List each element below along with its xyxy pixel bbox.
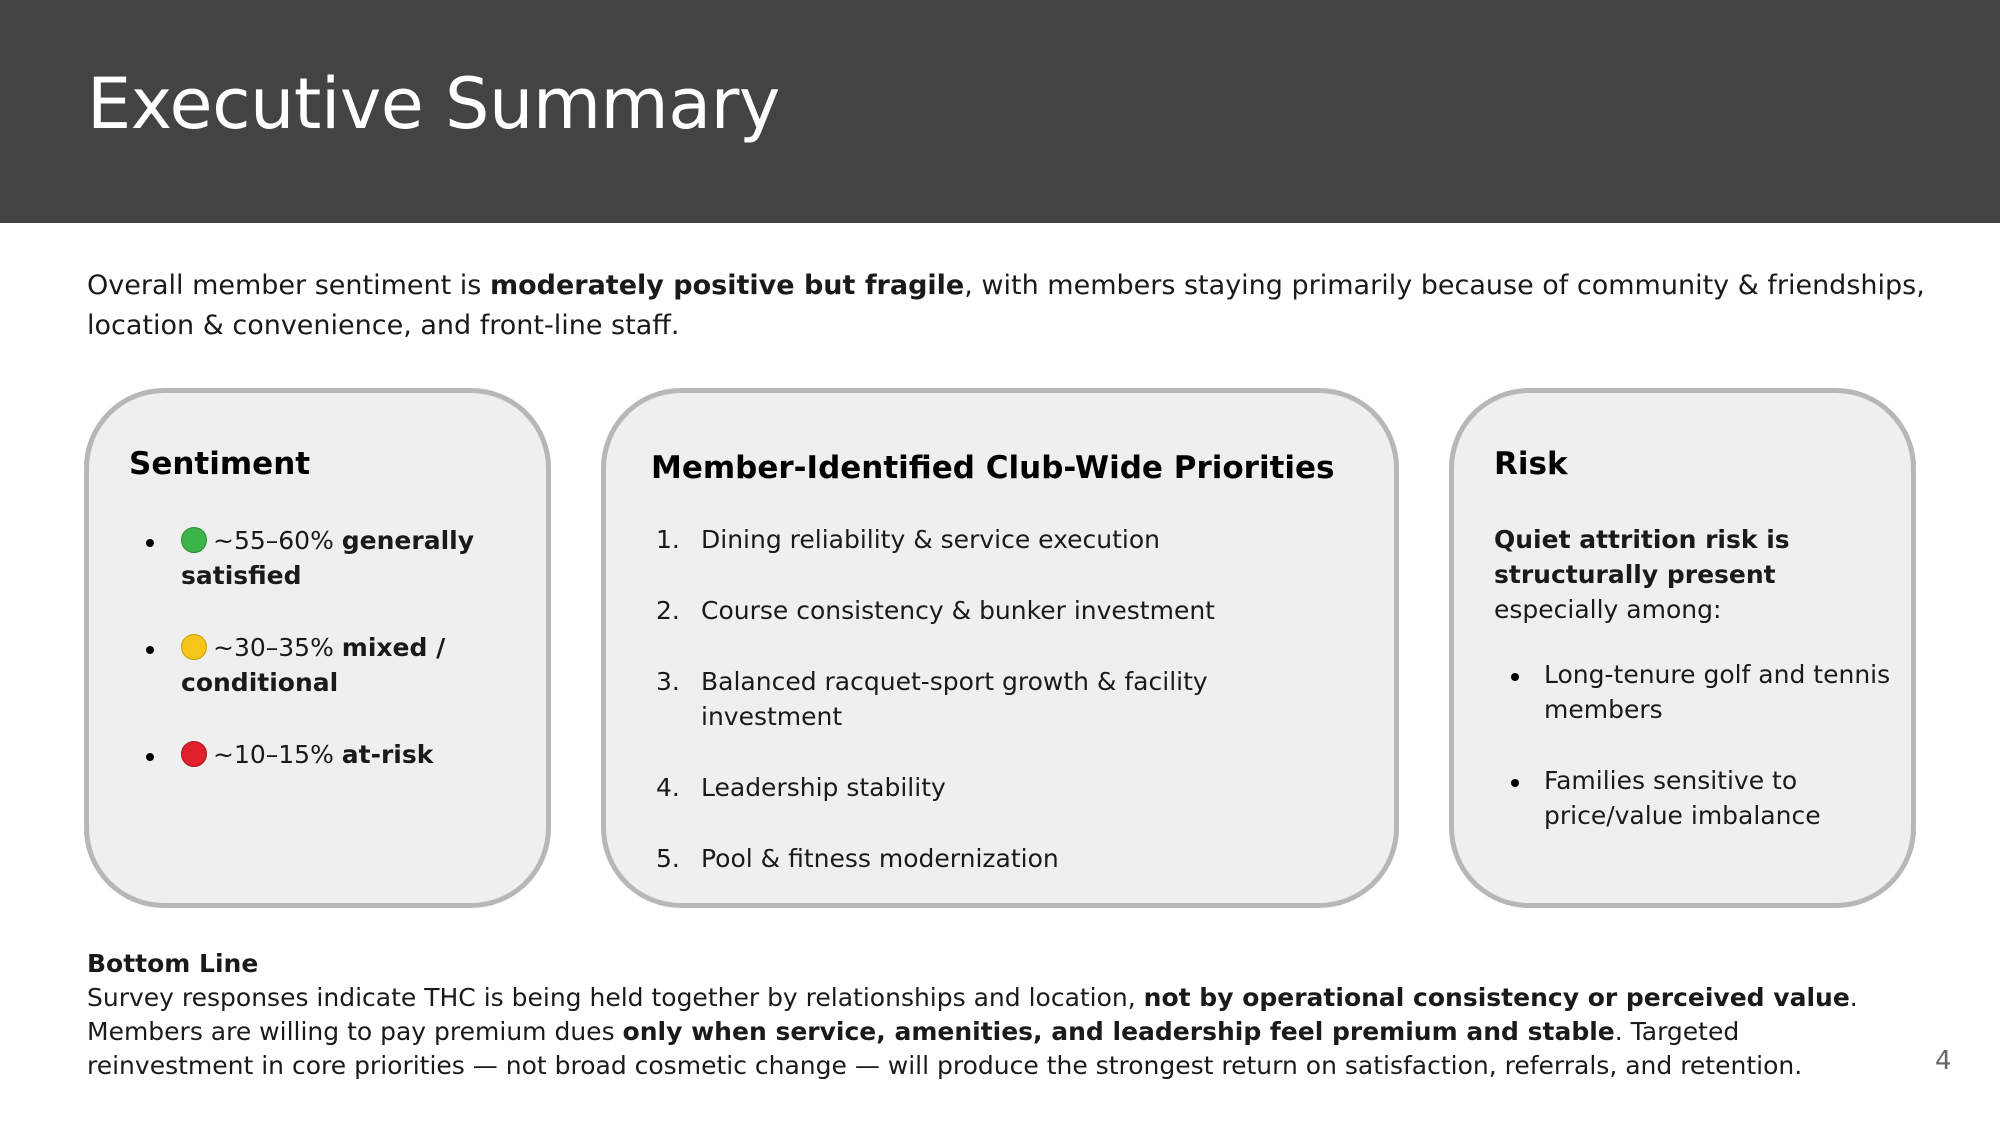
priority-item <box>656 664 1356 734</box>
priority-item <box>656 593 1356 628</box>
yellow-circle-icon <box>181 634 207 660</box>
sentiment-label: mixed / conditional <box>181 633 446 697</box>
sentiment-item-at-risk <box>129 737 529 772</box>
intro-text-bold: moderately positive but fragile <box>489 270 965 301</box>
priority-number: 1. <box>656 525 680 554</box>
red-circle-icon <box>181 741 207 767</box>
sentiment-item-mixed <box>129 630 529 700</box>
priorities-list <box>656 522 1356 912</box>
bullet-icon <box>146 646 154 654</box>
priority-label: Dining reliability & service execution <box>701 525 1160 554</box>
priority-number: 5. <box>656 844 680 873</box>
bottom-line-text: . Members are willing to pay premium dues <box>87 983 1858 1046</box>
sentiment-range: ~55–60% <box>213 526 342 555</box>
priority-item <box>656 841 1356 876</box>
risk-list <box>1494 657 1894 869</box>
page-number: 4 <box>1935 1046 1952 1076</box>
priority-item <box>656 770 1356 805</box>
slide-title: Executive Summary <box>87 63 780 145</box>
intro-text-after: , with members staying primarily because of community & friendships, location & convenience, and front-line staff. <box>87 270 1925 341</box>
risk-card <box>1449 388 1916 908</box>
risk-intro <box>1494 522 1884 627</box>
priority-label: Pool & fitness modernization <box>701 844 1059 873</box>
bottom-line-text: Survey responses indicate THC is being held together by relationships and location, <box>87 983 1144 1012</box>
bottom-line-bold: only when service, amenities, and leadership feel premium and stable <box>622 1017 1615 1046</box>
priorities-card <box>601 388 1399 908</box>
intro-text-before: Overall member sentiment is <box>87 270 490 301</box>
sentiment-item-satisfied <box>129 523 529 593</box>
bottom-line-text: . Targeted reinvestment in core priorities — not broad cosmetic change — will produce the strongest return on satisfaction, referrals, and retention. <box>87 1017 1803 1080</box>
sentiment-card <box>84 388 551 908</box>
risk-title: Risk <box>1494 446 1568 482</box>
sentiment-list <box>129 523 529 809</box>
priority-number: 3. <box>656 667 680 696</box>
bullet-icon <box>1511 779 1519 787</box>
sentiment-range: ~10–15% <box>213 740 342 769</box>
priority-label: Course consistency & bunker investment <box>701 596 1215 625</box>
risk-intro-bold: Quiet attrition risk is structurally present <box>1494 525 1790 589</box>
intro-paragraph <box>87 266 1927 346</box>
bottom-line-heading: Bottom Line <box>87 949 259 978</box>
priority-item <box>656 522 1356 557</box>
risk-item-label: Families sensitive to price/value imbalance <box>1544 766 1821 830</box>
risk-item-label: Long-tenure golf and tennis members <box>1544 660 1891 724</box>
bottom-line-paragraph <box>87 981 1887 1083</box>
slide-header <box>0 0 2000 223</box>
bullet-icon <box>146 539 154 547</box>
bullet-icon <box>146 753 154 761</box>
sentiment-label: generally satisfied <box>181 526 475 590</box>
priorities-title: Member-Identified Club-Wide Priorities <box>651 450 1335 486</box>
sentiment-title: Sentiment <box>129 446 311 482</box>
priority-label: Balanced racquet-sport growth & facility investment <box>701 667 1208 731</box>
priority-label: Leadership stability <box>701 773 946 802</box>
sentiment-range: ~30–35% <box>213 633 342 662</box>
green-circle-icon <box>181 527 207 553</box>
bullet-icon <box>1511 673 1519 681</box>
risk-item <box>1494 763 1894 833</box>
priority-number: 2. <box>656 596 680 625</box>
risk-item <box>1494 657 1894 727</box>
priority-number: 4. <box>656 773 680 802</box>
bottom-line-section <box>87 947 1887 1083</box>
bottom-line-bold: not by operational consistency or perceived value <box>1143 983 1850 1012</box>
sentiment-label: at-risk <box>341 740 434 769</box>
risk-intro-rest: especially among: <box>1494 595 1722 624</box>
